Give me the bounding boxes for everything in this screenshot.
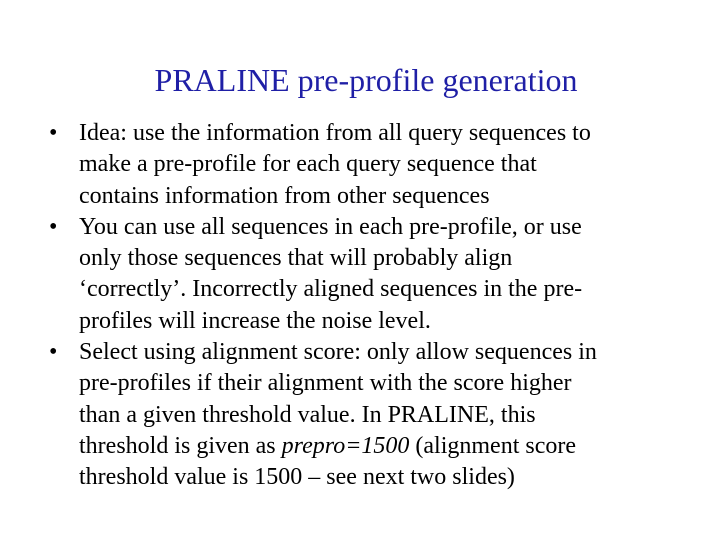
bullet-marker: • bbox=[49, 213, 58, 240]
bullet-text-line: contains information from other sequences bbox=[79, 182, 490, 209]
bullet-text-segment: threshold is given as bbox=[79, 432, 282, 459]
bullet-text-line: profiles will increase the noise level. bbox=[79, 307, 431, 334]
bullet-list bbox=[0, 118, 720, 494]
bullet-text-segment: (alignment score bbox=[409, 432, 576, 459]
bullet-text-line: make a pre-profile for each query sequence that bbox=[79, 151, 537, 178]
bullet-text-line: You can use all sequences in each pre-profile, or use bbox=[79, 213, 582, 240]
bullet-text-line: Idea: use the information from all query sequences to bbox=[79, 120, 591, 146]
bullet-item-select-by-score bbox=[0, 337, 699, 493]
bullet-text-line: threshold value is 1500 – see next two slides) bbox=[79, 464, 515, 491]
slide-title: PRALINE pre-profile generation bbox=[154, 62, 578, 98]
bullet-marker: • bbox=[49, 339, 58, 366]
bullet-text-line: pre-profiles if their alignment with the score higher bbox=[79, 370, 572, 397]
bullet-marker: • bbox=[49, 120, 58, 146]
bullet-text-line: ‘correctly’. Incorrectly aligned sequences in the pre- bbox=[79, 276, 583, 303]
bullet-text-line: Select using alignment score: only allow sequences in bbox=[79, 339, 597, 366]
bullet-text-line: only those sequences that will probably align bbox=[79, 245, 513, 272]
bullet-text-line-with-parameter bbox=[79, 431, 699, 462]
bullet-item-idea bbox=[0, 118, 699, 212]
prepro-parameter: prepro=1500 bbox=[281, 432, 410, 459]
bullet-item-use-all-sequences bbox=[0, 212, 699, 337]
bullet-text-line: than a given threshold value. In PRALINE, this bbox=[79, 401, 536, 428]
